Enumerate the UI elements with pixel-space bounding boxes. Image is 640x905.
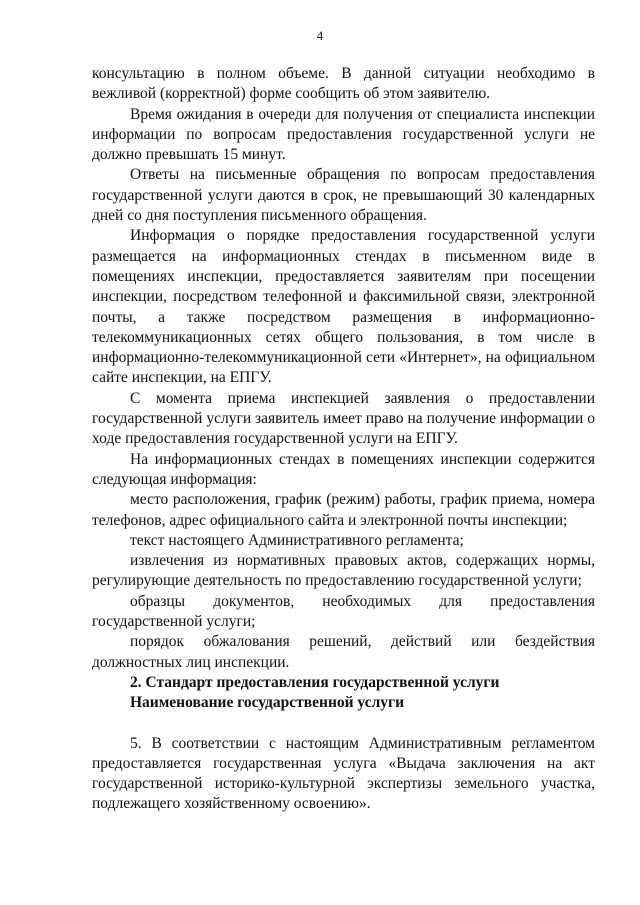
paragraph: На информационных стендах в помещениях инспекции содержится следующая информация: bbox=[92, 450, 595, 488]
page-number: 4 bbox=[316, 28, 324, 43]
list-item: место расположения, график (режим) работы, график приема, номера телефонов, адрес официального сайта и электронной почты инспекции; bbox=[92, 491, 595, 529]
list-item: образцы документов, необходимых для предоставления государственной услуги; bbox=[92, 592, 595, 631]
paragraph: Информация о порядке предоставления государственной услуги размещается на информационных стендах в письменном виде в помещениях инспекции, предоставляется заявителям при посещении инспекции, посредством телефонной и факсимильной связи, электронной почты, а также посредством размещения в информационно-телекоммуникационных сетях общего пользования, в том числе в информационно-телекоммуникационной сети «Интернет», на официальном сайте инспекции, на ЕПГУ. bbox=[92, 227, 595, 387]
paragraph: консультацию в полном объеме. В данной ситуации необходимо в вежливой (корректной) форме сообщить об этом заявителю. bbox=[92, 65, 595, 103]
list-item: порядок обжалования решений, действий или бездействия должностных лиц инспекции. bbox=[92, 633, 595, 671]
paragraph: С момента приема инспекцией заявления о предоставлении государственной услуги заявитель имеет право на получение информации о ходе предоставления государственной услуги на ЕПГУ. bbox=[92, 389, 595, 448]
paragraph: 5. В соответствии с настоящим Административным регламентом предоставляется государственная услуга «Выдача заключения на акт государственной историко-культурной экспертизы земельного участка, подлежащего хозяйственному освоению». bbox=[92, 734, 595, 813]
paragraph: Ответы на письменные обращения по вопросам предоставления государственной услуги даются в срок, не превышающий 30 календарных дней со дня поступления письменного обращения. bbox=[92, 166, 595, 225]
document-body bbox=[92, 64, 595, 815]
paragraph: Время ожидания в очереди для получения от специалиста инспекции информации по вопросам предоставления государственной услуги не должно превышать 15 минут. bbox=[92, 105, 595, 164]
subsection-heading: Наименование государственной услуги bbox=[130, 694, 404, 712]
list-item: текст настоящего Административного регламента; bbox=[130, 531, 464, 549]
section-heading: 2. Стандарт предоставления государственной услуги bbox=[130, 673, 500, 691]
list-item: извлечения из нормативных правовых актов, содержащих нормы, регулирующие деятельность по предоставлению государственной услуги; bbox=[92, 552, 595, 590]
